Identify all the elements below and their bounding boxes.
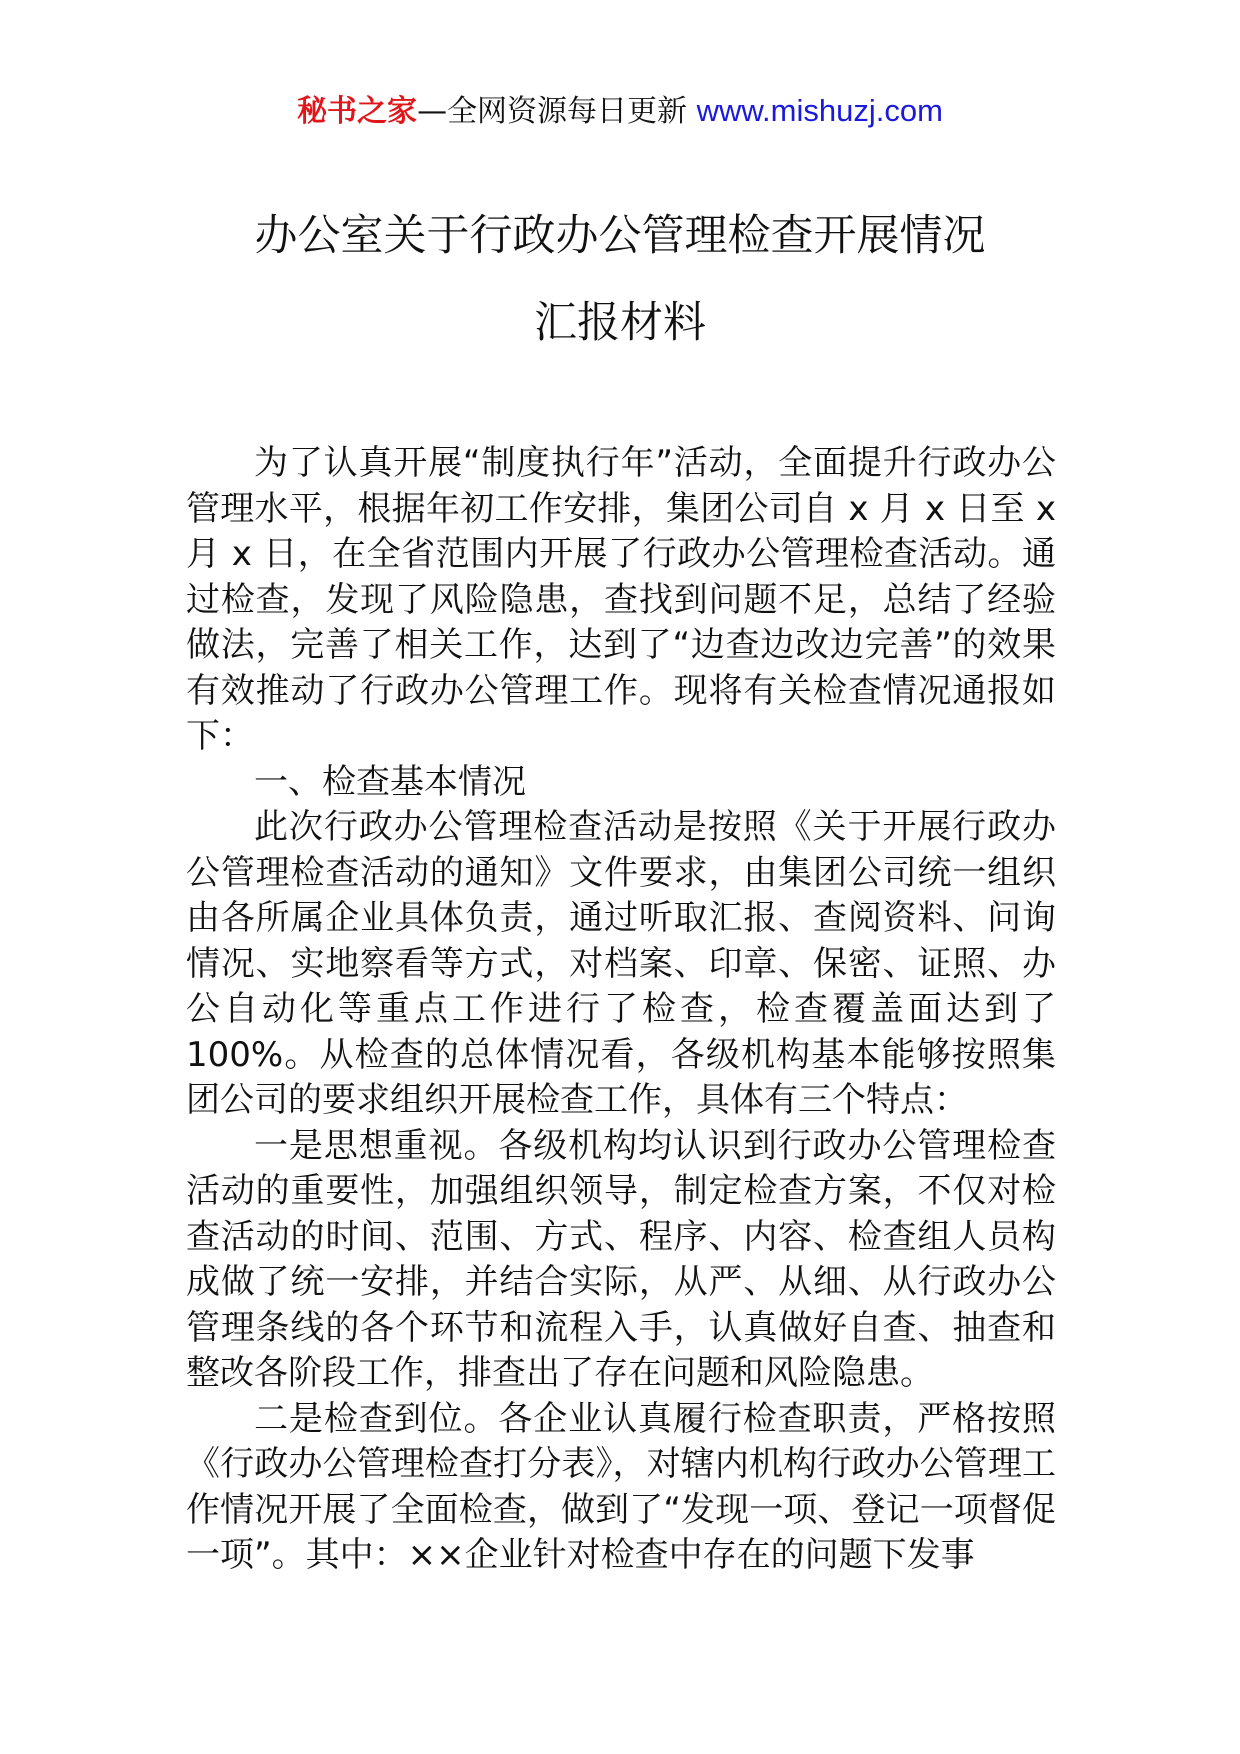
site-brand: 秘书之家 <box>297 94 418 129</box>
body-paragraph: 一是思想重视。各级机构均认识到行政办公管理检查活动的重要性，加强组织领导，制定检查方案，不仅对检查活动的时间、范围、方式、程序、内容、检查组人员构成做了统一安排，并结合实际，从严、从细、从行政办公管理条线的各个环节和流程入手，认真做好自查、抽查和整改各阶段工作，排查出了存在问题和风险隐患。 <box>186 1125 1056 1393</box>
site-slogan: —全网资源每日更新 <box>417 94 688 129</box>
document-body <box>186 441 1056 1579</box>
section-heading: 一、检查基本情况 <box>254 761 526 802</box>
body-paragraph: 此次行政办公管理检查活动是按照《关于开展行政办公管理检查活动的通知》文件要求，由集团公司统一组织由各所属企业具体负责，通过听取汇报、查阅资料、问询情况、实地察看等方式，对档案、印章、保密、证照、办公自动化等重点工作进行了检查，检查覆盖面达到了100%。从检查的总体情况看，各级机构基本能够按照集团公司的要求组织开展检查工作，具体有三个特点： <box>186 807 1056 1120</box>
site-url-link[interactable]: www.mishuzj.com <box>696 93 943 128</box>
site-header <box>0 88 1240 135</box>
body-paragraph: 二是检查到位。各企业认真履行检查职责，严格按照《行政办公管理检查打分表》，对辖内机构行政办公管理工作情况开展了全面检查，做到了“发现一项、登记一项督促一项”。其中：××企业针对检查中存在的问题下发事 <box>186 1398 1056 1575</box>
document-title-line-2: 汇报材料 <box>534 298 706 348</box>
intro-paragraph: 为了认真开展“制度执行年”活动，全面提升行政办公管理水平，根据年初工作安排，集团公司自 x 月 x 日至 x 月 x 日，在全省范围内开展了行政办公管理检查活动。通过检查，发现了风险隐患，查找到问题不足，总结了经验做法，完善了相关工作，达到了“边查边改边完善”的效果有效推动了行政办公管理工作。现将有关检查情况通报如下： <box>186 443 1056 756</box>
document-title-line-1: 办公室关于行政办公管理检查开展情况 <box>254 211 986 261</box>
